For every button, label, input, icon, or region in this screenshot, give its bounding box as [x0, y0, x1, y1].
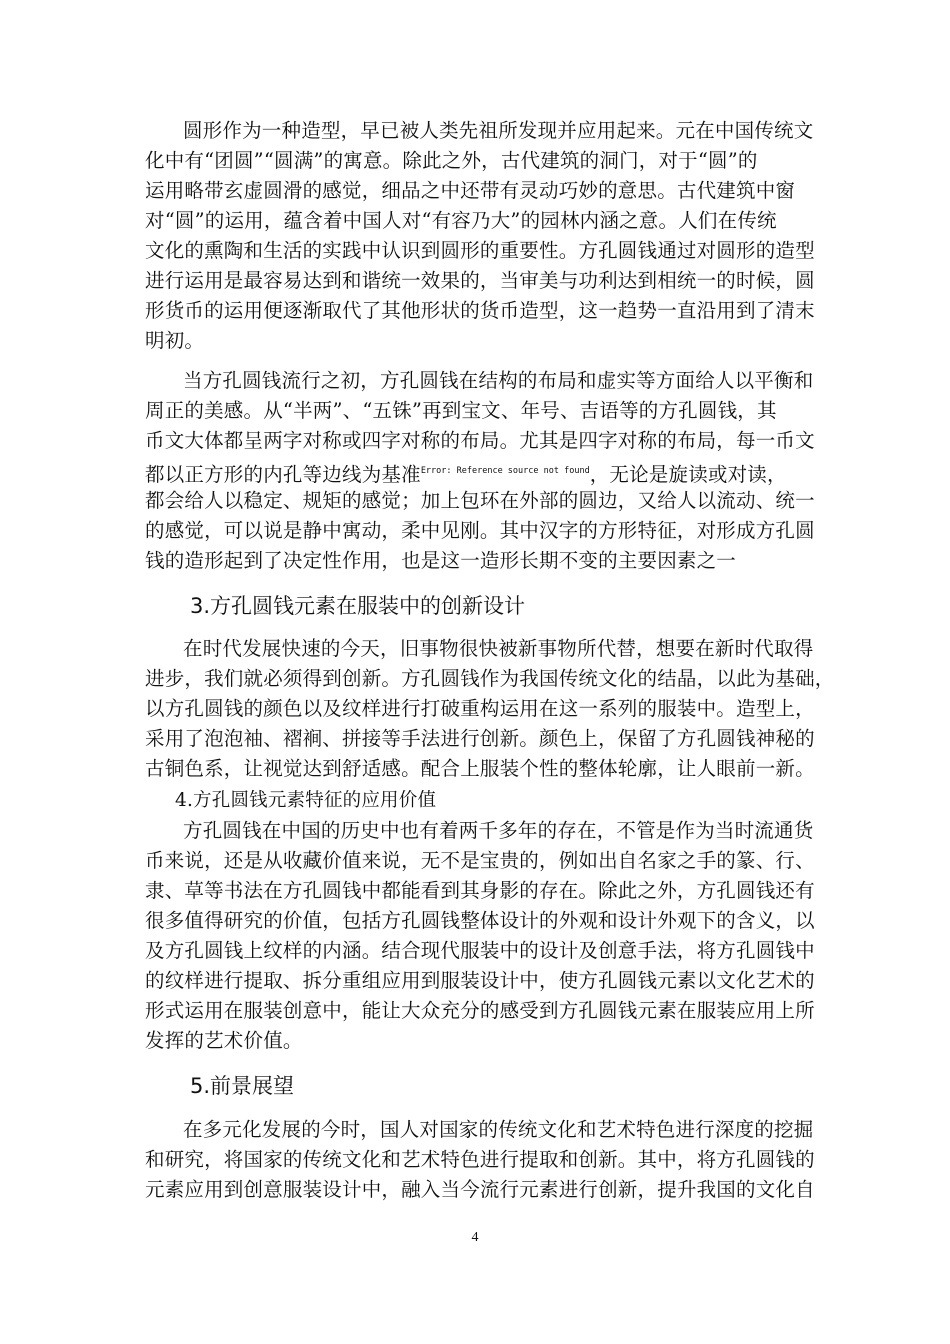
paragraph-4-line: 发挥的艺术价值。 [145, 1029, 303, 1052]
paragraph-1-line: 化中有“团圆”“圆满”的寓意。除此之外，古代建筑的洞门，对于“圆”的 [145, 149, 758, 172]
paragraph-5-line: 元素应用到创意服装设计中，融入当今流行元素进行创新，提升我国的文化自 [145, 1178, 815, 1201]
paragraph-4-line: 很多值得研究的价值，包括方孔圆钱整体设计的外观和设计外观下的含义，以 [145, 909, 815, 932]
paragraph-2-line: 周正的美感。从“半两”、“五铢”再到宝文、年号、吉语等的方孔圆钱，其 [145, 399, 777, 422]
paragraph-5-line: 在多元化发展的今时，国人对国家的传统文化和艺术特色进行深度的挖掘 [183, 1118, 814, 1141]
paragraph-3-line: 进步，我们就必须得到创新。方孔圆钱作为我国传统文化的结晶，以此为基础， [145, 667, 835, 690]
paragraph-2-line: 都会给人以稳定、规矩的感觉；加上包环在外部的圆边，又给人以流动、统一 [145, 489, 815, 512]
paragraph-1-line: 明初。 [145, 329, 205, 352]
paragraph-1-line: 形货币的运用便逐渐取代了其他形状的货币造型，这一趋势一直沿用到了清末 [145, 299, 815, 322]
paragraph-4-line: 币来说，还是从收藏价值来说，无不是宝贵的，例如出自名家之手的篆、行、 [145, 849, 815, 872]
paragraph-3-line: 以方孔圆钱的颜色以及纹样进行打破重构运用在这一系列的服装中。造型上， [145, 697, 815, 720]
paragraph-3-line: 采用了泡泡袖、褶裥、拼接等手法进行创新。颜色上，保留了方孔圆钱神秘的 [145, 727, 815, 750]
paragraph-3-line: 在时代发展快速的今天，旧事物很快被新事物所代替，想要在新时代取得 [183, 637, 814, 660]
reference-error-text: Error: Reference source not found [420, 466, 590, 476]
section-heading-4: 4.方孔圆钱元素特征的应用价值 [175, 790, 437, 811]
section-heading-5: 5.前景展望 [190, 1074, 295, 1098]
paragraph-4-line: 形式运用在服装创意中，能让大众充分的感受到方孔圆钱元素在服装应用上所 [145, 999, 815, 1022]
paragraph-1-line: 对“圆”的运用，蕴含着中国人对“有容乃大”的园林内涵之意。人们在传统 [145, 209, 777, 232]
section-heading-3: 3.方孔圆钱元素在服装中的创新设计 [190, 594, 526, 618]
paragraph-1-line: 进行运用是最容易达到和谐统一效果的，当审美与功利达到相统一的时候，圆 [145, 269, 815, 292]
paragraph-4-line: 的纹样进行提取、拆分重组应用到服装设计中，使方孔圆钱元素以文化艺术的 [145, 969, 815, 992]
paragraph-5-line: 和研究，将国家的传统文化和艺术特色进行提取和创新。其中，将方孔圆钱的 [145, 1148, 815, 1171]
paragraph-2-line: 当方孔圆钱流行之初，方孔圆钱在结构的布局和虚实等方面给人以平衡和 [183, 369, 814, 392]
paragraph-2-line: 钱的造形起到了决定性作用，也是这一造形长期不变的主要因素之一 [145, 549, 737, 572]
paragraph-2-line: 的感觉，可以说是静中寓动，柔中见刚。其中汉字的方形特征，对形成方孔圆 [145, 519, 815, 542]
paragraph-4-line: 及方孔圆钱上纹样的内涵。结合现代服装中的设计及创意手法，将方孔圆钱中 [145, 939, 815, 962]
paragraph-4-line: 隶、草等书法在方孔圆钱中都能看到其身影的存在。除此之外，方孔圆钱还有 [145, 879, 815, 902]
paragraph-1-line: 圆形作为一种造型，早已被人类先祖所发现并应用起来。元在中国传统文 [183, 119, 814, 142]
paragraph-3-line: 古铜色系，让视觉达到舒适感。配合上服装个性的整体轮廓，让人眼前一新。 [145, 757, 815, 780]
paragraph-2-text: 都以正方形的内孔等边线为基准 [145, 463, 421, 486]
page-number: 4 [471, 1230, 479, 1245]
paragraph-4-line: 方孔圆钱在中国的历史中也有着两千多年的存在，不管是作为当时流通货 [183, 819, 814, 842]
paragraph-1-line: 运用略带玄虚圆滑的感觉，细品之中还带有灵动巧妙的意思。古代建筑中窗 [145, 179, 796, 202]
paragraph-1-line: 文化的熏陶和生活的实践中认识到圆形的重要性。方孔圆钱通过对圆形的造型 [145, 239, 815, 262]
paragraph-2-line: 币文大体都呈两字对称或四字对称的布局。尤其是四字对称的布局，每一币文 [145, 429, 815, 452]
paragraph-2-line [145, 456, 787, 490]
paragraph-2-text: ，无论是旋读或对读， [589, 463, 787, 486]
